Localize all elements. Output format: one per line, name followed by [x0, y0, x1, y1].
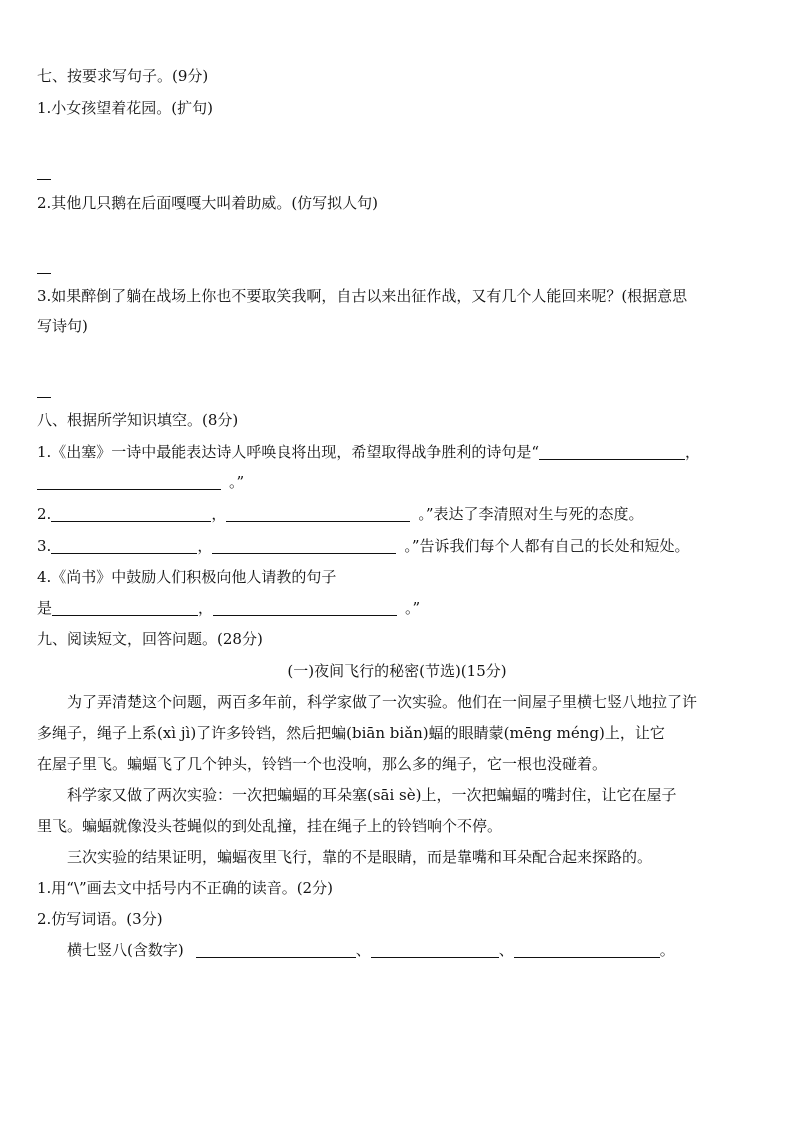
section-9-title: 九、阅读短文，回答问题。(28分) [37, 630, 263, 648]
section-7-title: 七、按要求写句子。(9分) [37, 67, 209, 85]
q8-item-4-line-1: 4.《尚书》中鼓励人们积极向他人请教的句子 [37, 568, 337, 586]
q9-item-2: 2.仿写词语。(3分) [37, 910, 163, 928]
fill-blank[interactable] [52, 600, 198, 616]
q7-item-1: 1.小女孩望着花园。(扩句) [37, 99, 214, 117]
q8-item-1-text: 1.《出塞》一诗中最能表达诗人呼唤良将出现，希望取得战争胜利的诗句是“ [37, 443, 539, 461]
fill-blank[interactable] [539, 444, 685, 460]
fill-blank[interactable] [213, 600, 397, 616]
separator: 、 [498, 941, 514, 959]
q7-item-2: 2.其他几只鹅在后面嘎嘎大叫着助威。(仿写拟人句) [37, 194, 379, 212]
answer-dash [37, 397, 51, 398]
q8-item-2-text: 。”表达了李清照对生与死的态度。 [418, 505, 644, 523]
comma: ， [684, 443, 700, 461]
q8-item-2-number: 2. [37, 505, 52, 523]
passage-p3: 三次实验的结果证明，蝙蝠夜里飞行，靠的不是眼睛，而是靠嘴和耳朵配合起来探路的。 [67, 848, 653, 866]
separator: 、 [355, 941, 371, 959]
q9-item-1: 1.用“\”画去文中括号内不正确的读音。(2分) [37, 879, 333, 897]
section-8-title: 八、根据所学知识填空。(8分) [37, 411, 239, 429]
q7-item-3-line-2: 写诗句) [37, 317, 88, 335]
answer-dash [37, 273, 51, 274]
fill-blank[interactable] [51, 538, 197, 554]
passage-p1-line-3: 在屋子里飞。蝙蝠飞了几个钟头，铃铛一个也没响，那么多的绳子，它一根也没碰着。 [37, 755, 608, 773]
q8-item-3-text: 。”告诉我们每个人都有自己的长处和短处。 [404, 537, 690, 555]
comma: ， [198, 599, 214, 617]
q9-item-2-prompt: 横七竖八(含数字) [67, 941, 184, 959]
fill-blank[interactable] [196, 942, 356, 958]
fill-blank[interactable] [37, 474, 221, 490]
q8-item-1-line-1 [37, 442, 700, 462]
q8-item-2 [37, 504, 644, 524]
q8-item-3 [37, 536, 690, 556]
answer-dash [37, 179, 51, 180]
comma: ， [197, 537, 213, 555]
passage-p2-line-1: 科学家又做了两次实验：一次把蝙蝠的耳朵塞(sāi sè)上，一次把蝙蝠的嘴封住，让它在屋子 [67, 786, 677, 804]
fill-blank[interactable] [514, 942, 660, 958]
passage-p1-line-1: 为了弄清楚这个问题，两百多年前，科学家做了一次实验。他们在一间屋子里横七竖八地拉了许 [67, 693, 698, 711]
fill-blank[interactable] [371, 942, 499, 958]
fill-blank[interactable] [212, 538, 396, 554]
passage-title: (一)夜间飞行的秘密(节选)(15分) [287, 662, 507, 680]
comma: ， [211, 505, 227, 523]
close-quote: 。” [405, 599, 421, 617]
close-quote: 。” [229, 473, 245, 491]
q7-item-3-line-1: 3.如果醉倒了躺在战场上你也不要取笑我啊，自古以来出征作战，又有几个人能回来呢？(根据意思 [37, 287, 688, 305]
q8-item-3-number: 3. [37, 537, 52, 555]
fill-blank[interactable] [51, 506, 211, 522]
q8-item-4-prefix: 是 [37, 599, 53, 617]
end-period: 。 [659, 941, 675, 959]
passage-p1-line-2: 多绳子，绳子上系(xì jì)了许多铃铛，然后把蝙(biān biǎn)蝠的眼睛蒙(mēng méng)上，让它 [37, 724, 665, 742]
q8-item-4-line-2 [37, 598, 420, 618]
q8-item-1-line-2 [37, 472, 244, 492]
passage-p2-line-2: 里飞。蝙蝠就像没头苍蝇似的到处乱撞，挂在绳子上的铃铛响个不停。 [37, 817, 503, 835]
q9-item-2-fill [67, 940, 675, 960]
fill-blank[interactable] [226, 506, 410, 522]
